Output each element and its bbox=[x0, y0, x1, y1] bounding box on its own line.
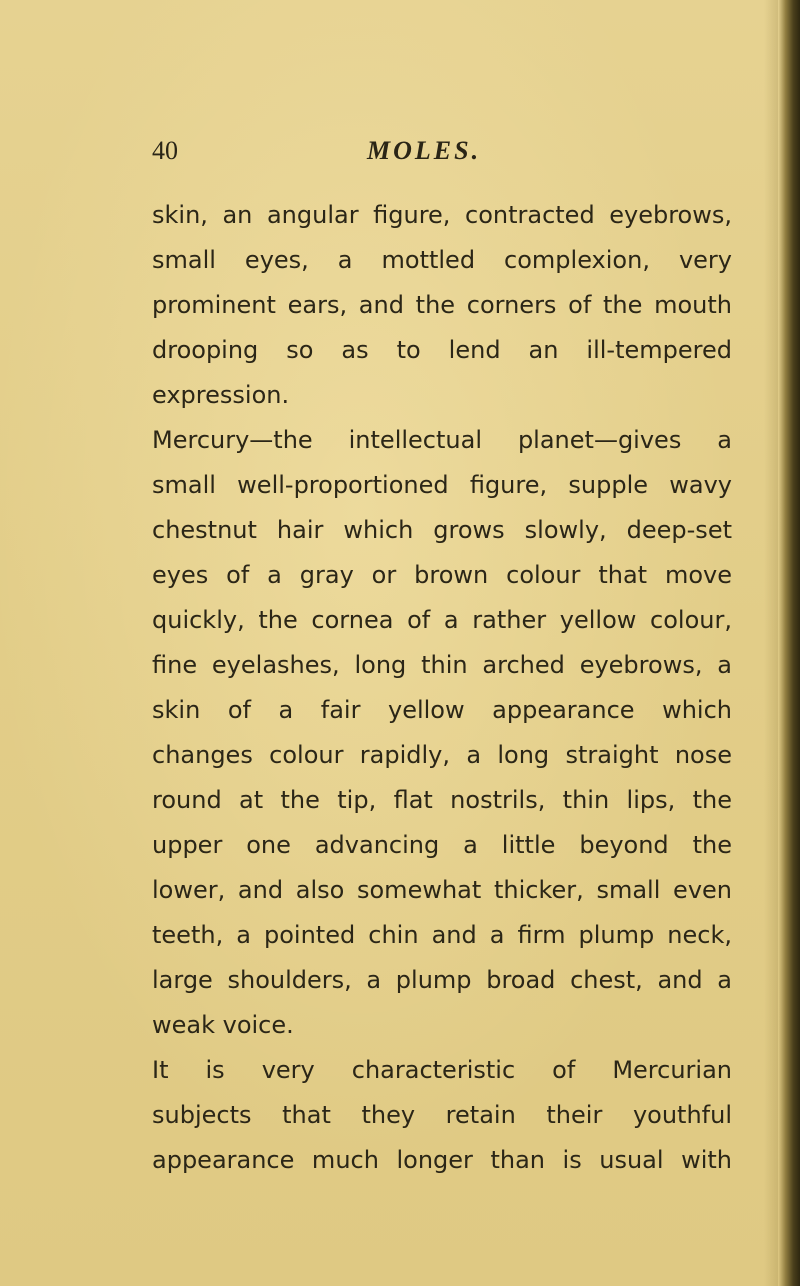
page-number: 40 bbox=[152, 136, 178, 165]
text-line: quickly, the cornea of a rather yellow colour, bbox=[152, 606, 732, 634]
text-line: It is very characteristic of Mercurian bbox=[152, 1056, 732, 1084]
text-line: changes colour rapidly, a long straight nose bbox=[152, 741, 732, 769]
text-line: weak voice. bbox=[152, 1011, 294, 1039]
book-spine-edge bbox=[778, 0, 800, 1286]
text-line: lower, and also somewhat thicker, small even bbox=[152, 876, 732, 904]
page-header bbox=[152, 131, 712, 171]
text-line: prominent ears, and the corners of the mouth bbox=[152, 291, 732, 319]
text-line: Mercury—the intellectual planet—gives a bbox=[152, 426, 732, 454]
text-line: small well-proportioned figure, supple wavy bbox=[152, 471, 732, 499]
text-line: skin of a fair yellow appearance which bbox=[152, 696, 732, 724]
text-line: eyes of a gray or brown colour that move bbox=[152, 561, 732, 589]
text-line: upper one advancing a little beyond the bbox=[152, 831, 732, 859]
text-line: small eyes, a mottled complexion, very bbox=[152, 246, 732, 274]
text-line: skin, an angular figure, contracted eyebrows, bbox=[152, 201, 732, 229]
text-line: subjects that they retain their youthful bbox=[152, 1101, 732, 1129]
body-text bbox=[152, 193, 732, 1183]
text-line: fine eyelashes, long thin arched eyebrows, a bbox=[152, 651, 732, 679]
text-line: chestnut hair which grows slowly, deep-set bbox=[152, 516, 732, 544]
running-head-title: MOLES. bbox=[367, 136, 482, 165]
text-line: large shoulders, a plump broad chest, and a bbox=[152, 966, 732, 994]
page-edge-shadow bbox=[764, 0, 778, 1286]
text-line: teeth, a pointed chin and a firm plump neck, bbox=[152, 921, 732, 949]
text-line: expression. bbox=[152, 381, 290, 409]
text-line: round at the tip, flat nostrils, thin lips, the bbox=[152, 786, 732, 814]
text-line: drooping so as to lend an ill-tempered bbox=[152, 336, 732, 364]
text-line: appearance much longer than is usual with bbox=[152, 1146, 732, 1174]
